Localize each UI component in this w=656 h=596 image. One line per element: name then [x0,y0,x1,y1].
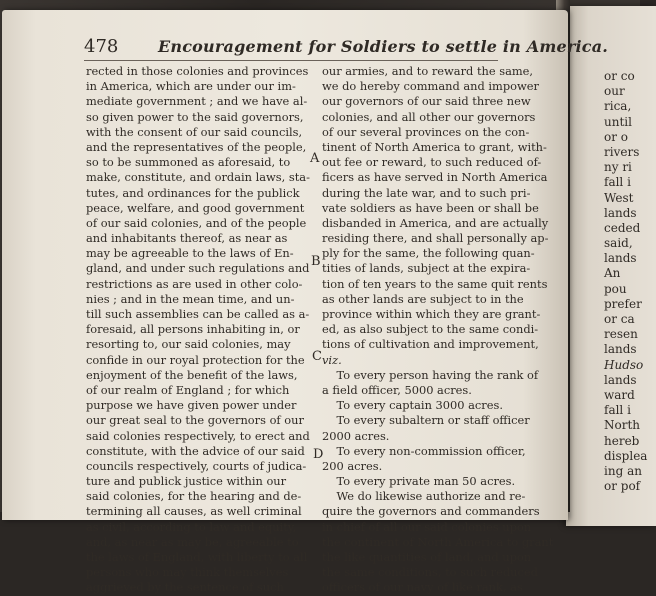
text-line: the like quantities of land, and upon [322,550,532,564]
text-line: of our said colonies, and of the people [86,215,307,230]
text-line: as other lands are subject to in the [322,291,524,306]
text-line: enjoyment of the benefit of the laws, [86,367,298,382]
text-line: constitute, with the advice of our said [86,443,305,458]
text-line: lands [604,342,637,357]
text-line: To every captain 3000 acres. [322,398,503,413]
text-line: 200 acres. [322,458,383,473]
text-line: fall i [604,403,631,418]
text-line: so given power to the said governors, [86,109,304,124]
text-line: with the consent of our said councils, [86,124,303,139]
text-line: resen [604,327,638,342]
text-line: the continent of North America to grant [322,534,554,549]
text-line: An [604,266,621,281]
text-line: To every non-commission officer, [322,443,526,458]
text-line: we do hereby command and impower [322,79,539,94]
text-line: disbanded in America, and are actually [322,215,549,230]
text-line: or pof [604,479,641,494]
text-line: Hudso [604,357,644,372]
text-line: mediate government ; and we have al- [86,94,308,109]
facing-page [566,6,656,526]
text-line: during the late war, and to such pri- [322,185,531,200]
text-line: officers of our navy of like rank, as [322,580,523,595]
text-line: tinent of North America to grant, with- [322,139,547,154]
text-line: our great seal to the governors of our [86,413,304,428]
text-line: North [604,418,641,433]
text-line: displea [604,448,648,463]
text-line: ing an [604,463,642,478]
margin-letter-d: D [313,447,324,462]
text-line: lands [604,251,637,266]
text-line: our governors of our said three new [322,94,531,109]
margin-letter-c: C [312,349,322,364]
text-line: till such assemblies can be called as a- [86,307,310,321]
text-line: termining all causes, as well criminal [86,504,302,519]
text-line: said colonies, for the hearing and de- [86,489,302,504]
margin-letter-a: A [310,151,320,166]
text-line: a field officer, 5000 acres. [322,382,472,397]
text-line: resorting to, our said colonies, may [86,337,291,352]
text-line: foresaid, all persons inhabiting in, or [86,322,300,337]
text-line: the laws of England, with liberty to all [86,550,308,564]
text-line: To every person having the rank of [322,367,539,382]
page-header [84,36,609,60]
text-line: as civil, according to law and equity, [86,519,297,534]
text-line: and inhabitants thereof, as near as [86,231,288,246]
text-line: ture and publick justice within our [86,474,287,489]
text-line: rected in those colonies and provinces [86,64,309,78]
text-line: ply for the same, the following quan- [322,246,535,261]
text-line: or o [604,129,628,144]
header-rule [84,60,498,61]
text-line: ficers as have served in North America [322,170,548,185]
text-line: nies ; and in the mean time, and un- [86,291,295,306]
text-line: tion of ten years to the same quit rents [322,276,548,291]
text-line: may be agreeable to the laws of En- [86,246,294,261]
right-column [322,64,554,596]
text-line: gland, and under such regulations and [86,261,310,276]
text-line: peace, welfare, and good government [86,200,305,215]
text-line: ceded [604,220,641,235]
facing-page-column [604,68,654,493]
text-line: and, as near as may be, agreeable to [86,534,299,549]
text-line: and the representatives of the people, [86,139,307,154]
text-line: confide in our royal protection for the [86,352,305,367]
text-line: of our several provinces on the con- [322,124,530,139]
text-line: residing there, and shall personally ap- [322,231,549,246]
text-line: hereb [604,433,640,448]
text-line: in chief of all our said colonies upon [322,519,532,534]
text-line: until [604,114,632,129]
text-line: our armies, and to reward the same, [322,64,534,78]
text-line: tutes, and ordinances for the publick [86,185,300,200]
text-line: ed, as also subject to the same condi- [322,322,539,337]
text-line: lands [604,372,637,387]
text-line: province within which they are grant- [322,307,541,321]
text-line: rivers [604,144,640,159]
text-line: We do likewise authorize and re- [322,489,526,504]
text-line: said colonies respectively, to erect and [86,428,310,443]
text-line: West [604,190,634,205]
text-line: tities of lands, subject at the expira- [322,261,531,276]
text-line: ward [604,387,635,402]
text-line: in America, which are under our im- [86,79,296,94]
text-line: tions of cultivation and improvement, [322,337,539,352]
page-number: 478 [84,36,119,57]
text-line: pou [604,281,627,296]
text-line: aggrieved by the sentence of such [86,580,284,595]
text-line: so to be summoned as aforesaid, to [86,155,291,170]
text-line: or ca [604,312,635,326]
text-line: To every private man 50 acres. [322,474,516,489]
left-column [86,64,308,596]
text-line: restrictions as are used in other colo- [86,276,303,291]
margin-letter-b: B [311,254,321,269]
text-line: 2000 acres. [322,428,390,443]
text-line: fall i [604,175,631,190]
text-line: quire the governors and commanders [322,504,540,519]
page-title: Encouragement for Soldiers to settle in America. [158,37,609,56]
text-line: our [604,84,625,99]
text-line: To every subaltern or staff officer [322,413,530,428]
text-line: out fee or reward, to such reduced of- [322,155,542,170]
text-line: said, [604,236,633,251]
text-line: ny ri [604,160,632,175]
text-line: make, constitute, and ordain laws, sta- [86,170,310,185]
text-line: purpose we have given power under [86,398,297,413]
text-line: persons who may think themselves [86,565,289,580]
text-line: the same conditions, to such reduced [322,565,538,580]
text-line: lands [604,205,637,220]
text-line: of our realm of England ; for which [86,382,290,397]
text-line: viz. [322,352,342,367]
text-line: councils respectively, courts of judica- [86,458,307,473]
text-line: colonies, and all other our governors [322,109,536,124]
text-line: prefer [604,296,642,311]
text-line: vate soldiers as have been or shall be [322,200,539,215]
text-line: or co [604,69,635,83]
text-line: rica, [604,99,632,114]
